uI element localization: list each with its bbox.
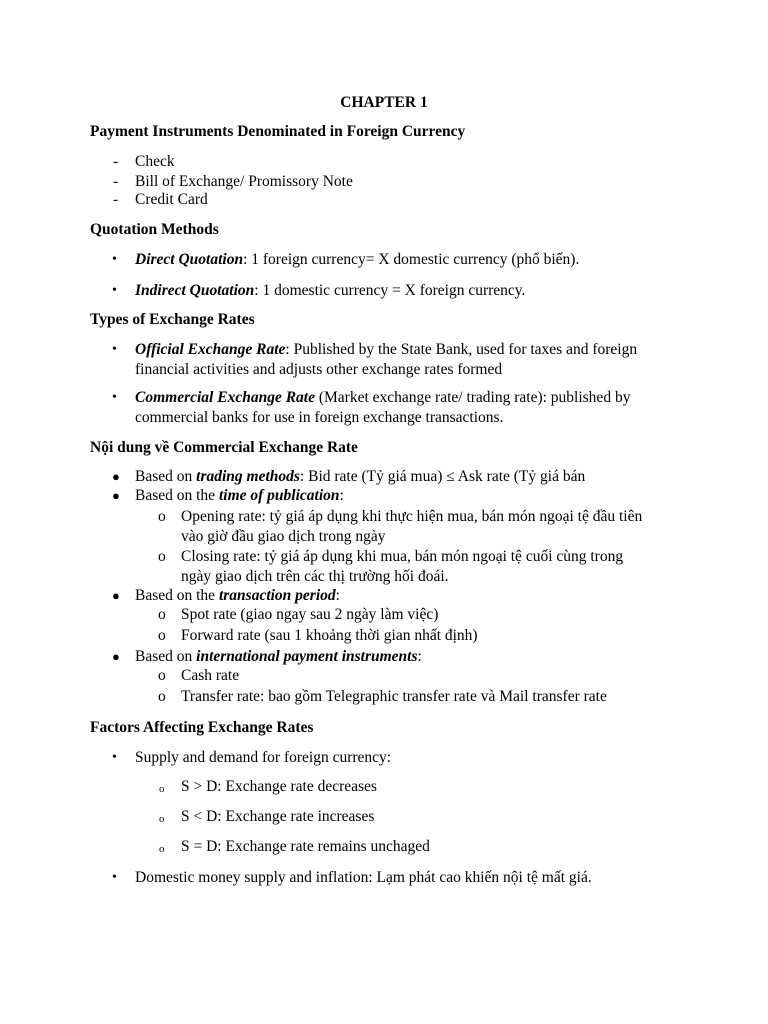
sub-bullet-marker: o — [159, 843, 165, 855]
sub-item-opening-rate: Opening rate: tỷ giá áp dụng khi thực hiện mua, bán món ngoại tệ đầu tiên — [181, 508, 643, 525]
sub-item-s-less-d: S < D: Exchange rate increases — [181, 808, 375, 825]
list-item-time-of-publication: Based on the time of publication: — [135, 487, 344, 504]
bullet-icon: • — [112, 750, 117, 765]
list-item-commercial-rate-cont: commercial banks for use in foreign exchange transactions. — [135, 409, 504, 426]
list-item-supply-demand: Supply and demand for foreign currency: — [135, 749, 392, 766]
sub-bullet-marker: o — [159, 783, 165, 795]
bullet-icon: ● — [112, 588, 120, 603]
sub-item-closing-rate-cont: ngày giao dịch trên các thị trường hối đoái. — [181, 568, 449, 585]
list-item-official-rate-cont: financial activities and adjusts other exchange rates formed — [135, 361, 503, 378]
sub-item-spot-rate: Spot rate (giao ngay sau 2 ngày làm việc) — [181, 606, 439, 623]
sub-bullet-marker: o — [158, 667, 166, 684]
list-item-official-rate: Official Exchange Rate: Published by the State Bank, used for taxes and foreign — [135, 341, 638, 358]
bullet-icon: ● — [112, 469, 120, 484]
sub-item-forward-rate: Forward rate (sau 1 khoảng thời gian nhất định) — [181, 627, 478, 644]
sub-bullet-marker: o — [158, 688, 166, 705]
bullet-icon: • — [112, 283, 117, 298]
sub-item-transfer-rate: Transfer rate: bao gồm Telegraphic transfer rate và Mail transfer rate — [181, 688, 607, 705]
section-heading-quotation-methods: Quotation Methods — [90, 221, 219, 238]
sub-bullet-marker: o — [158, 606, 166, 623]
list-item-trading-methods: Based on trading methods: Bid rate (Tỷ giá mua) ≤ Ask rate (Tỷ giá bán — [135, 468, 586, 485]
list-item: Check — [135, 153, 175, 170]
sub-item-closing-rate: Closing rate: tỷ giá áp dụng khi mua, bán món ngoại tệ cuối cùng trong — [181, 548, 624, 565]
bullet-icon: • — [112, 870, 117, 885]
list-item-direct-quotation: Direct Quotation: 1 foreign currency= X domestic currency (phổ biến). — [135, 251, 580, 268]
bullet-icon: • — [112, 390, 117, 405]
list-item: Bill of Exchange/ Promissory Note — [135, 173, 353, 190]
sub-bullet-marker: o — [158, 508, 166, 525]
bullet-icon: ● — [112, 649, 120, 664]
sub-item-opening-rate-cont: vào giờ đầu giao dịch trong ngày — [181, 528, 386, 545]
list-item-indirect-quotation: Indirect Quotation: 1 domestic currency = X foreign currency. — [135, 282, 526, 299]
list-item-money-supply-inflation: Domestic money supply and inflation: Lạm phát cao khiến nội tệ mất giá. — [135, 869, 592, 886]
list-item: Credit Card — [135, 191, 208, 208]
sub-bullet-marker: o — [159, 813, 165, 825]
dash-bullet: - — [113, 191, 119, 208]
section-heading-payment-instruments: Payment Instruments Denominated in Foreign Currency — [90, 123, 466, 140]
sub-bullet-marker: o — [158, 627, 166, 644]
dash-bullet: - — [113, 173, 119, 190]
bullet-icon: • — [112, 342, 117, 357]
list-item-payment-instruments: Based on international payment instruments: — [135, 648, 422, 665]
bullet-icon: ● — [112, 488, 120, 503]
section-heading-factors: Factors Affecting Exchange Rates — [90, 719, 314, 736]
chapter-title: CHAPTER 1 — [340, 94, 428, 111]
sub-bullet-marker: o — [158, 548, 166, 565]
sub-item-s-equal-d: S = D: Exchange rate remains unchaged — [181, 838, 430, 855]
sub-item-cash-rate: Cash rate — [181, 667, 240, 684]
list-item-transaction-period: Based on the transaction period: — [135, 587, 340, 604]
dash-bullet: - — [113, 153, 119, 170]
sub-item-s-greater-d: S > D: Exchange rate decreases — [181, 778, 377, 795]
section-heading-types-of-exchange-rates: Types of Exchange Rates — [90, 311, 255, 328]
bullet-icon: • — [112, 252, 117, 267]
section-heading-commercial-rate-content: Nội dung về Commercial Exchange Rate — [90, 439, 358, 456]
list-item-commercial-rate: Commercial Exchange Rate (Market exchange rate/ trading rate): published by — [135, 389, 631, 406]
